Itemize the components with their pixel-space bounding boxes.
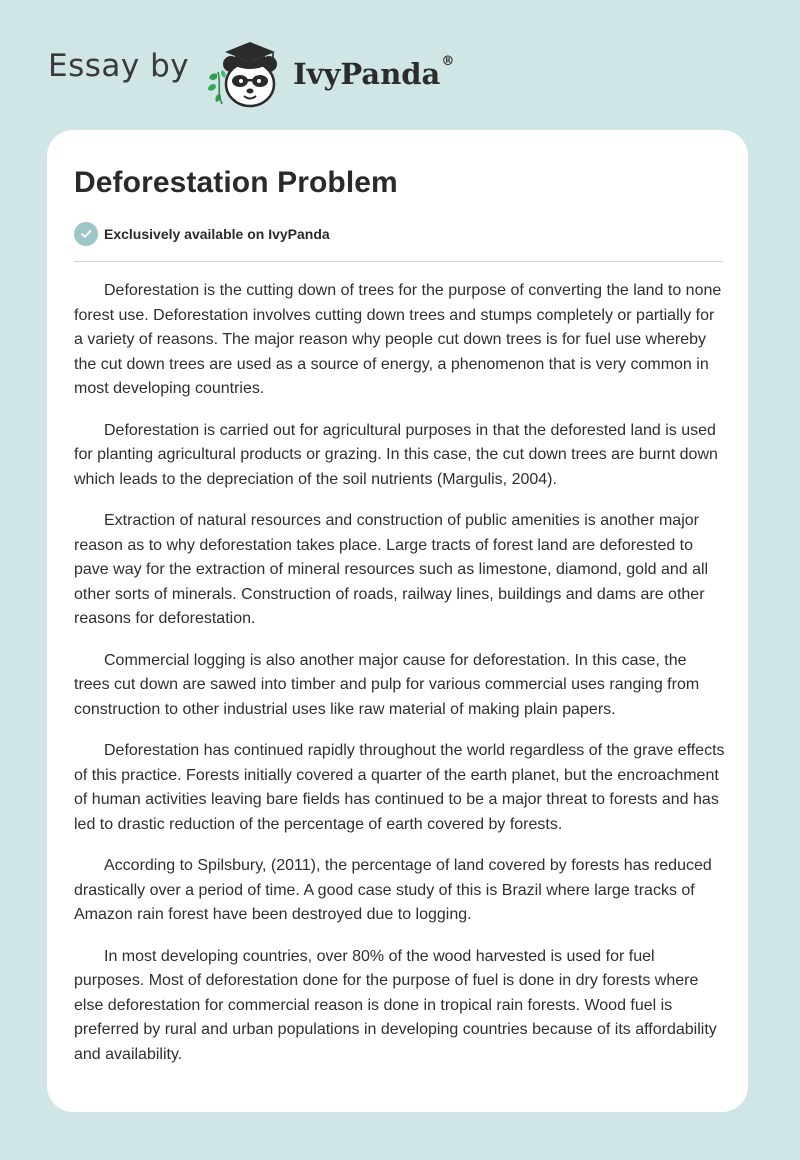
site-header [48,34,454,110]
badge-label: Exclusively available on IvyPanda [104,226,330,242]
panda-mascot-icon [203,34,289,110]
essay-by-label: Essay by [48,48,190,84]
check-icon [74,222,98,246]
paragraph: Commercial logging is also another major cause for deforestation. In this case, the trees cut down are sawed into timber and pulp for various commercial uses ranging from construction to other industrial uses like raw material of making plain papers. [74,651,700,718]
essay-card [47,130,748,1112]
registered-mark: ® [441,54,455,70]
paragraph: Deforestation has continued rapidly throughout the world regardless of the grave effects of this practice. Forests initially covered a quarter of the earth planet, but the encroachment of human activities leaving bare fields has continued to be a major threat to forests and has led to drastic reduction of the percentage of earth covered by forests. [74,742,725,833]
paragraph: According to Spilsbury, (2011), the percentage of land covered by forests has reduced drastically over a period of time. A good case study of this is Brazil where large tracks of Amazon rain forest have been destroyed due to logging. [74,857,712,923]
paragraph: Deforestation is the cutting down of trees for the purpose of converting the land to none forest use. Deforestation involves cutting down trees and stumps completely or partially for a variety of reasons. The major reason why people cut down trees is for fuel use whereby the cut down trees are used as a source of energy, a phenomenon that is very common in most developing countries. [74,282,722,397]
paragraph: Deforestation is carried out for agricultural purposes in that the deforested land is used for planting agricultural products or grazing. In this case, the cut down trees are burnt down which leads to the depreciation of the soil nutrients (Margulis, 2004). [74,421,718,488]
paragraph: Extraction of natural resources and construction of public amenities is another major reason as to why deforestation takes place. Large tracts of forest land are deforested to pave way for the extraction of mineral resources such as limestone, diamond, gold and all other sorts of minerals. Construction of roads, railway lines, buildings and dams are other reasons for deforestation. [74,512,709,627]
divider [74,261,723,262]
brand-name: IvyPanda® [293,54,455,91]
ivypanda-logo[interactable] [203,34,454,110]
page-title: Deforestation Problem [74,166,398,199]
paragraph: In most developing countries, over 80% of the wood harvested is used for fuel purposes. Most of deforestation done for the purpose of fuel is done in dry forests where else deforestation for commercial reason is done in tropical rain forests. Wood fuel is preferred by rural and urban populations in developing countries because of its affordability and availability. [74,947,717,1063]
essay-body [74,279,726,1084]
exclusive-badge [74,222,330,246]
